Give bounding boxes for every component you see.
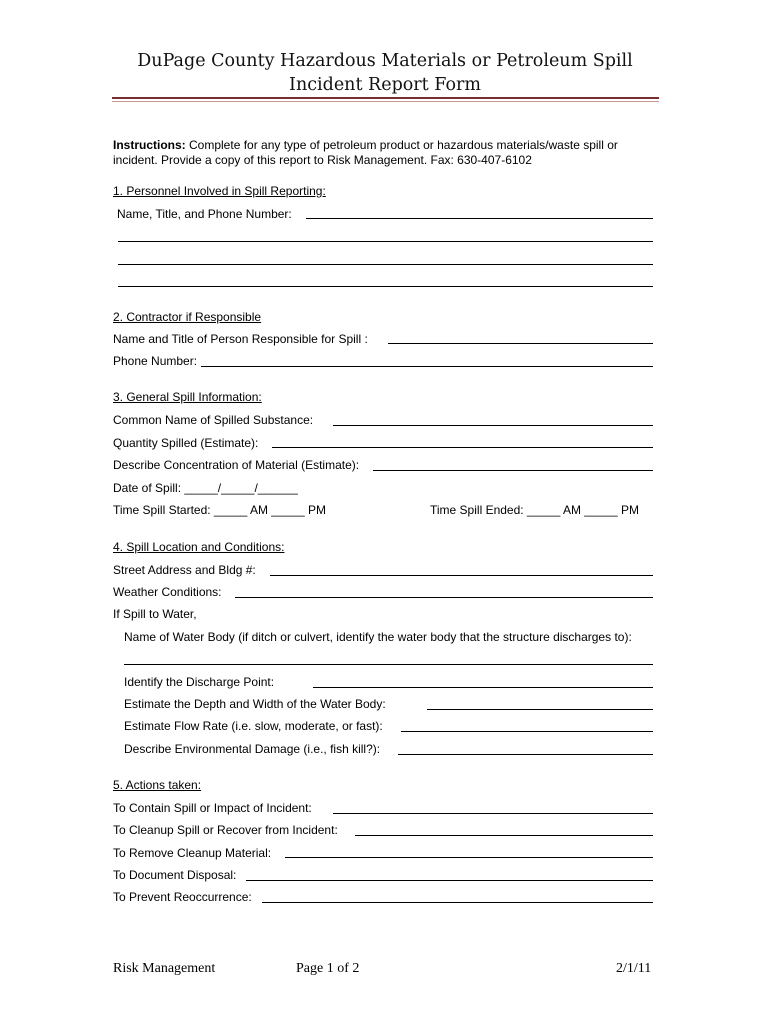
quantity-field[interactable] [272, 447, 653, 448]
title-divider [112, 97, 659, 99]
discharge-point-field[interactable] [313, 687, 653, 688]
section-2-heading: 2. Contractor if Responsible [113, 310, 262, 324]
flow-rate-label: Estimate Flow Rate (i.e. slow, moderate, or fast): [124, 719, 383, 733]
footer-date: 2/1/11 [616, 961, 652, 976]
weather-field[interactable] [235, 597, 653, 598]
document-disposal-field[interactable] [246, 880, 653, 881]
prevent-reoccurrence-field[interactable] [262, 902, 653, 903]
instructions-label: Instructions: [113, 138, 186, 152]
environmental-damage-label: Describe Environmental Damage (i.e., fish kill?): [124, 742, 381, 756]
section-1-heading: 1. Personnel Involved in Spill Reporting: [113, 184, 326, 198]
contractor-phone-label: Phone Number: [113, 354, 198, 368]
instructions-text-2: incident. Provide a copy of this report to Risk Management. Fax: 630-407-6102 [113, 153, 532, 167]
concentration-field[interactable] [373, 470, 653, 471]
water-body-field[interactable] [124, 664, 653, 665]
remove-material-label: To Remove Cleanup Material: [113, 846, 272, 860]
contractor-phone-field[interactable] [201, 366, 653, 367]
date-of-spill[interactable]: Date of Spill: _____/_____/______ [113, 481, 298, 495]
cleanup-spill-field[interactable] [355, 835, 653, 836]
flow-rate-field[interactable] [401, 731, 653, 732]
discharge-point-label: Identify the Discharge Point: [124, 675, 275, 689]
address-field[interactable] [270, 575, 653, 576]
time-spill-started[interactable]: Time Spill Started: _____ AM _____ PM [113, 503, 326, 517]
depth-width-label: Estimate the Depth and Width of the Water Body: [124, 697, 386, 711]
title-divider-thin [112, 101, 659, 102]
cleanup-spill-label: To Cleanup Spill or Recover from Incident: [113, 823, 338, 837]
substance-field[interactable] [333, 425, 653, 426]
personnel-line-2[interactable] [118, 241, 653, 242]
concentration-label: Describe Concentration of Material (Estimate): [113, 458, 360, 472]
personnel-name-field[interactable] [306, 218, 653, 219]
contractor-name-field[interactable] [388, 343, 653, 344]
environmental-damage-field[interactable] [398, 754, 653, 755]
personnel-line-3[interactable] [118, 264, 653, 265]
weather-label: Weather Conditions: [113, 585, 222, 599]
depth-width-field[interactable] [427, 709, 653, 710]
section-5-heading: 5. Actions taken: [113, 778, 202, 792]
form-title-line2: Incident Report Form [289, 75, 481, 95]
personnel-name-label: Name, Title, and Phone Number: [117, 207, 292, 221]
substance-label: Common Name of Spilled Substance: [113, 413, 314, 427]
section-3-heading: 3. General Spill Information: [113, 390, 262, 404]
spill-to-water-label: If Spill to Water, [113, 607, 197, 621]
contractor-name-label: Name and Title of Person Responsible for Spill : [113, 332, 368, 346]
instructions-line1 [113, 138, 618, 153]
contain-spill-field[interactable] [333, 813, 653, 814]
personnel-line-4[interactable] [118, 286, 653, 287]
footer-department: Risk Management [113, 961, 216, 976]
form-title-line1: DuPage County Hazardous Materials or Petroleum Spill [137, 51, 633, 71]
footer-page-number: Page 1 of 2 [296, 961, 360, 976]
remove-material-field[interactable] [285, 857, 653, 858]
address-label: Street Address and Bldg #: [113, 563, 256, 577]
contain-spill-label: To Contain Spill or Impact of Incident: [113, 801, 312, 815]
time-spill-ended[interactable]: Time Spill Ended: _____ AM _____ PM [430, 503, 640, 517]
section-4-heading: 4. Spill Location and Conditions: [113, 540, 285, 554]
quantity-label: Quantity Spilled (Estimate): [113, 436, 259, 450]
prevent-reoccurrence-label: To Prevent Reoccurrence: [113, 890, 252, 904]
document-disposal-label: To Document Disposal: [113, 868, 237, 882]
instructions-text-1: Complete for any type of petroleum product or hazardous materials/waste spill or [185, 138, 618, 152]
water-body-label: Name of Water Body (if ditch or culvert, identify the water body that the structure discharges to): [124, 630, 632, 644]
